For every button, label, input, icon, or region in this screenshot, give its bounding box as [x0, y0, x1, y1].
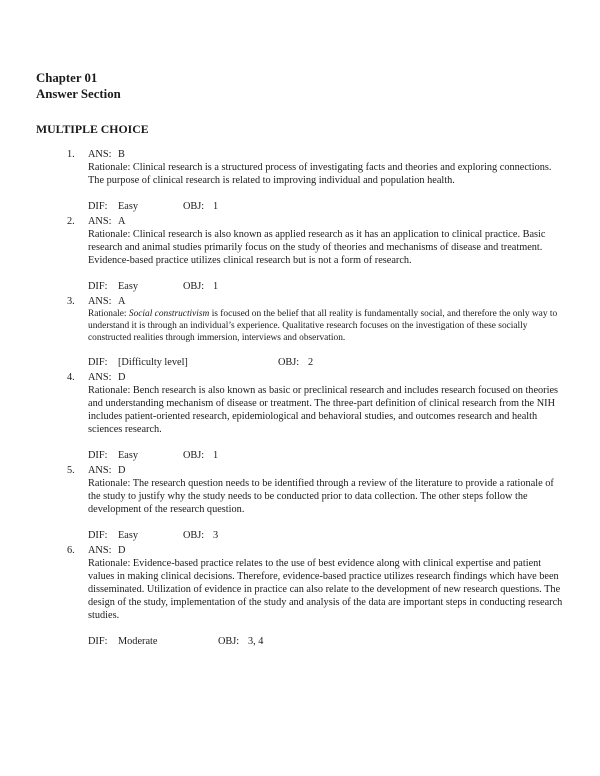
obj-label: OBJ:	[183, 281, 205, 292]
rationale-pre: Rationale: Evidence-based practice relates to the use of best evidence along with clinical expertise and patient values in making clinical decisions. Therefore, evidence-based practice utilizes research findings which have been disseminated. Utilization of evidence in practice can also relate to the development of new research questions. The design of the study, implementation of the study and analysis of the data are important steps in conducting research studies.	[88, 558, 563, 621]
item-number: 3.	[67, 296, 75, 307]
answer-item	[67, 464, 568, 542]
dif-label: DIF:	[88, 281, 108, 292]
answer-line	[88, 371, 568, 384]
answer-line	[88, 464, 568, 477]
rationale-text	[88, 228, 568, 267]
rationale-text	[88, 308, 568, 344]
obj-label: OBJ:	[183, 530, 205, 541]
rationale-pre: Rationale: Clinical research is a structured process of investigating facts and theories and exploring connections. The purpose of clinical research is related to improving individual and population health.	[88, 162, 552, 186]
answer-item	[67, 295, 568, 369]
ans-label: ANS:	[88, 545, 112, 556]
dif-obj-line	[88, 529, 568, 542]
ans-label: ANS:	[88, 149, 112, 160]
obj-label: OBJ:	[183, 201, 205, 212]
item-number: 2.	[67, 216, 75, 227]
rationale-post: is focused on the belief that all reality is fundamentally social, and therefore the only way to understand it is through an individual’s experience. Qualitative research focuses on the investigation of these socially constructed realities through immersion, interviews and observation.	[88, 309, 558, 343]
ans-value: A	[118, 296, 126, 307]
dif-label: DIF:	[88, 201, 108, 212]
multiple-choice-heading: MULTIPLE CHOICE	[36, 122, 149, 136]
obj-value: 1	[213, 281, 219, 292]
answer-section-subtitle: Answer Section	[36, 86, 121, 101]
rationale-text	[88, 557, 568, 622]
rationale-italic: Social constructivism	[128, 309, 210, 319]
item-number: 6.	[67, 545, 75, 556]
ans-value: D	[118, 372, 126, 383]
document-title	[36, 71, 568, 102]
dif-label: DIF:	[88, 530, 108, 541]
obj-label: OBJ:	[278, 357, 300, 368]
ans-value: A	[118, 216, 126, 227]
answer-line	[88, 295, 568, 308]
dif-value: [Difficulty level]	[118, 357, 188, 368]
item-number: 5.	[67, 465, 75, 476]
answer-item	[67, 215, 568, 293]
rationale-pre: Rationale: The research question needs to be identified through a review of the literature to provide a rationale of the study to justify why the study needs to be conducted prior to data collection. The other steps follow the development of the research question.	[88, 478, 554, 515]
dif-label: DIF:	[88, 357, 108, 368]
dif-obj-line	[88, 200, 568, 213]
rationale-pre: Rationale: Clinical research is also known as applied research as it has an application to clinical practice. Basic research and animal studies primarily focus on the study of theories and mechanisms of disease and treatment. Evidence-based practice utilizes clinical research but is not a form of research.	[88, 229, 546, 266]
obj-value: 1	[213, 450, 219, 461]
ans-value: D	[118, 545, 126, 556]
dif-obj-line	[88, 356, 568, 369]
answer-line	[88, 544, 568, 557]
obj-label: OBJ:	[218, 636, 240, 647]
rationale-text	[88, 477, 568, 516]
item-number: 1.	[67, 149, 75, 160]
dif-value: Easy	[118, 450, 139, 461]
ans-label: ANS:	[88, 216, 112, 227]
rationale-text	[88, 384, 568, 436]
rationale-text	[88, 161, 568, 187]
ans-value: B	[118, 149, 125, 160]
dif-label: DIF:	[88, 450, 108, 461]
dif-value: Easy	[118, 281, 139, 292]
ans-label: ANS:	[88, 372, 112, 383]
dif-value: Easy	[118, 530, 139, 541]
rationale-pre: Rationale:	[88, 309, 129, 319]
dif-obj-line	[88, 280, 568, 293]
ans-value: D	[118, 465, 126, 476]
answer-item	[67, 371, 568, 462]
answer-item	[67, 544, 568, 648]
ans-label: ANS:	[88, 465, 112, 476]
ans-label: ANS:	[88, 296, 112, 307]
dif-value: Easy	[118, 201, 139, 212]
answer-list	[36, 148, 568, 648]
answer-line	[88, 148, 568, 161]
obj-label: OBJ:	[183, 450, 205, 461]
dif-value: Moderate	[118, 636, 158, 647]
item-number: 4.	[67, 372, 75, 383]
answer-line	[88, 215, 568, 228]
dif-obj-line	[88, 449, 568, 462]
obj-value: 1	[213, 201, 219, 212]
dif-label: DIF:	[88, 636, 108, 647]
chapter-title: Chapter 01	[36, 71, 98, 85]
obj-value: 2	[308, 357, 314, 368]
obj-value: 3	[213, 530, 219, 541]
rationale-pre: Rationale: Bench research is also known as basic or preclinical research and includes research focused on theories and understanding mechanism of disease or treatment. The three-part definition of clinical research from the NIH includes patient-oriented research, epidemiological and behavioral studies, and outcomes research and health sciences research.	[88, 385, 559, 435]
obj-value: 3, 4	[248, 636, 264, 647]
dif-obj-line	[88, 635, 568, 648]
answer-item	[67, 148, 568, 213]
